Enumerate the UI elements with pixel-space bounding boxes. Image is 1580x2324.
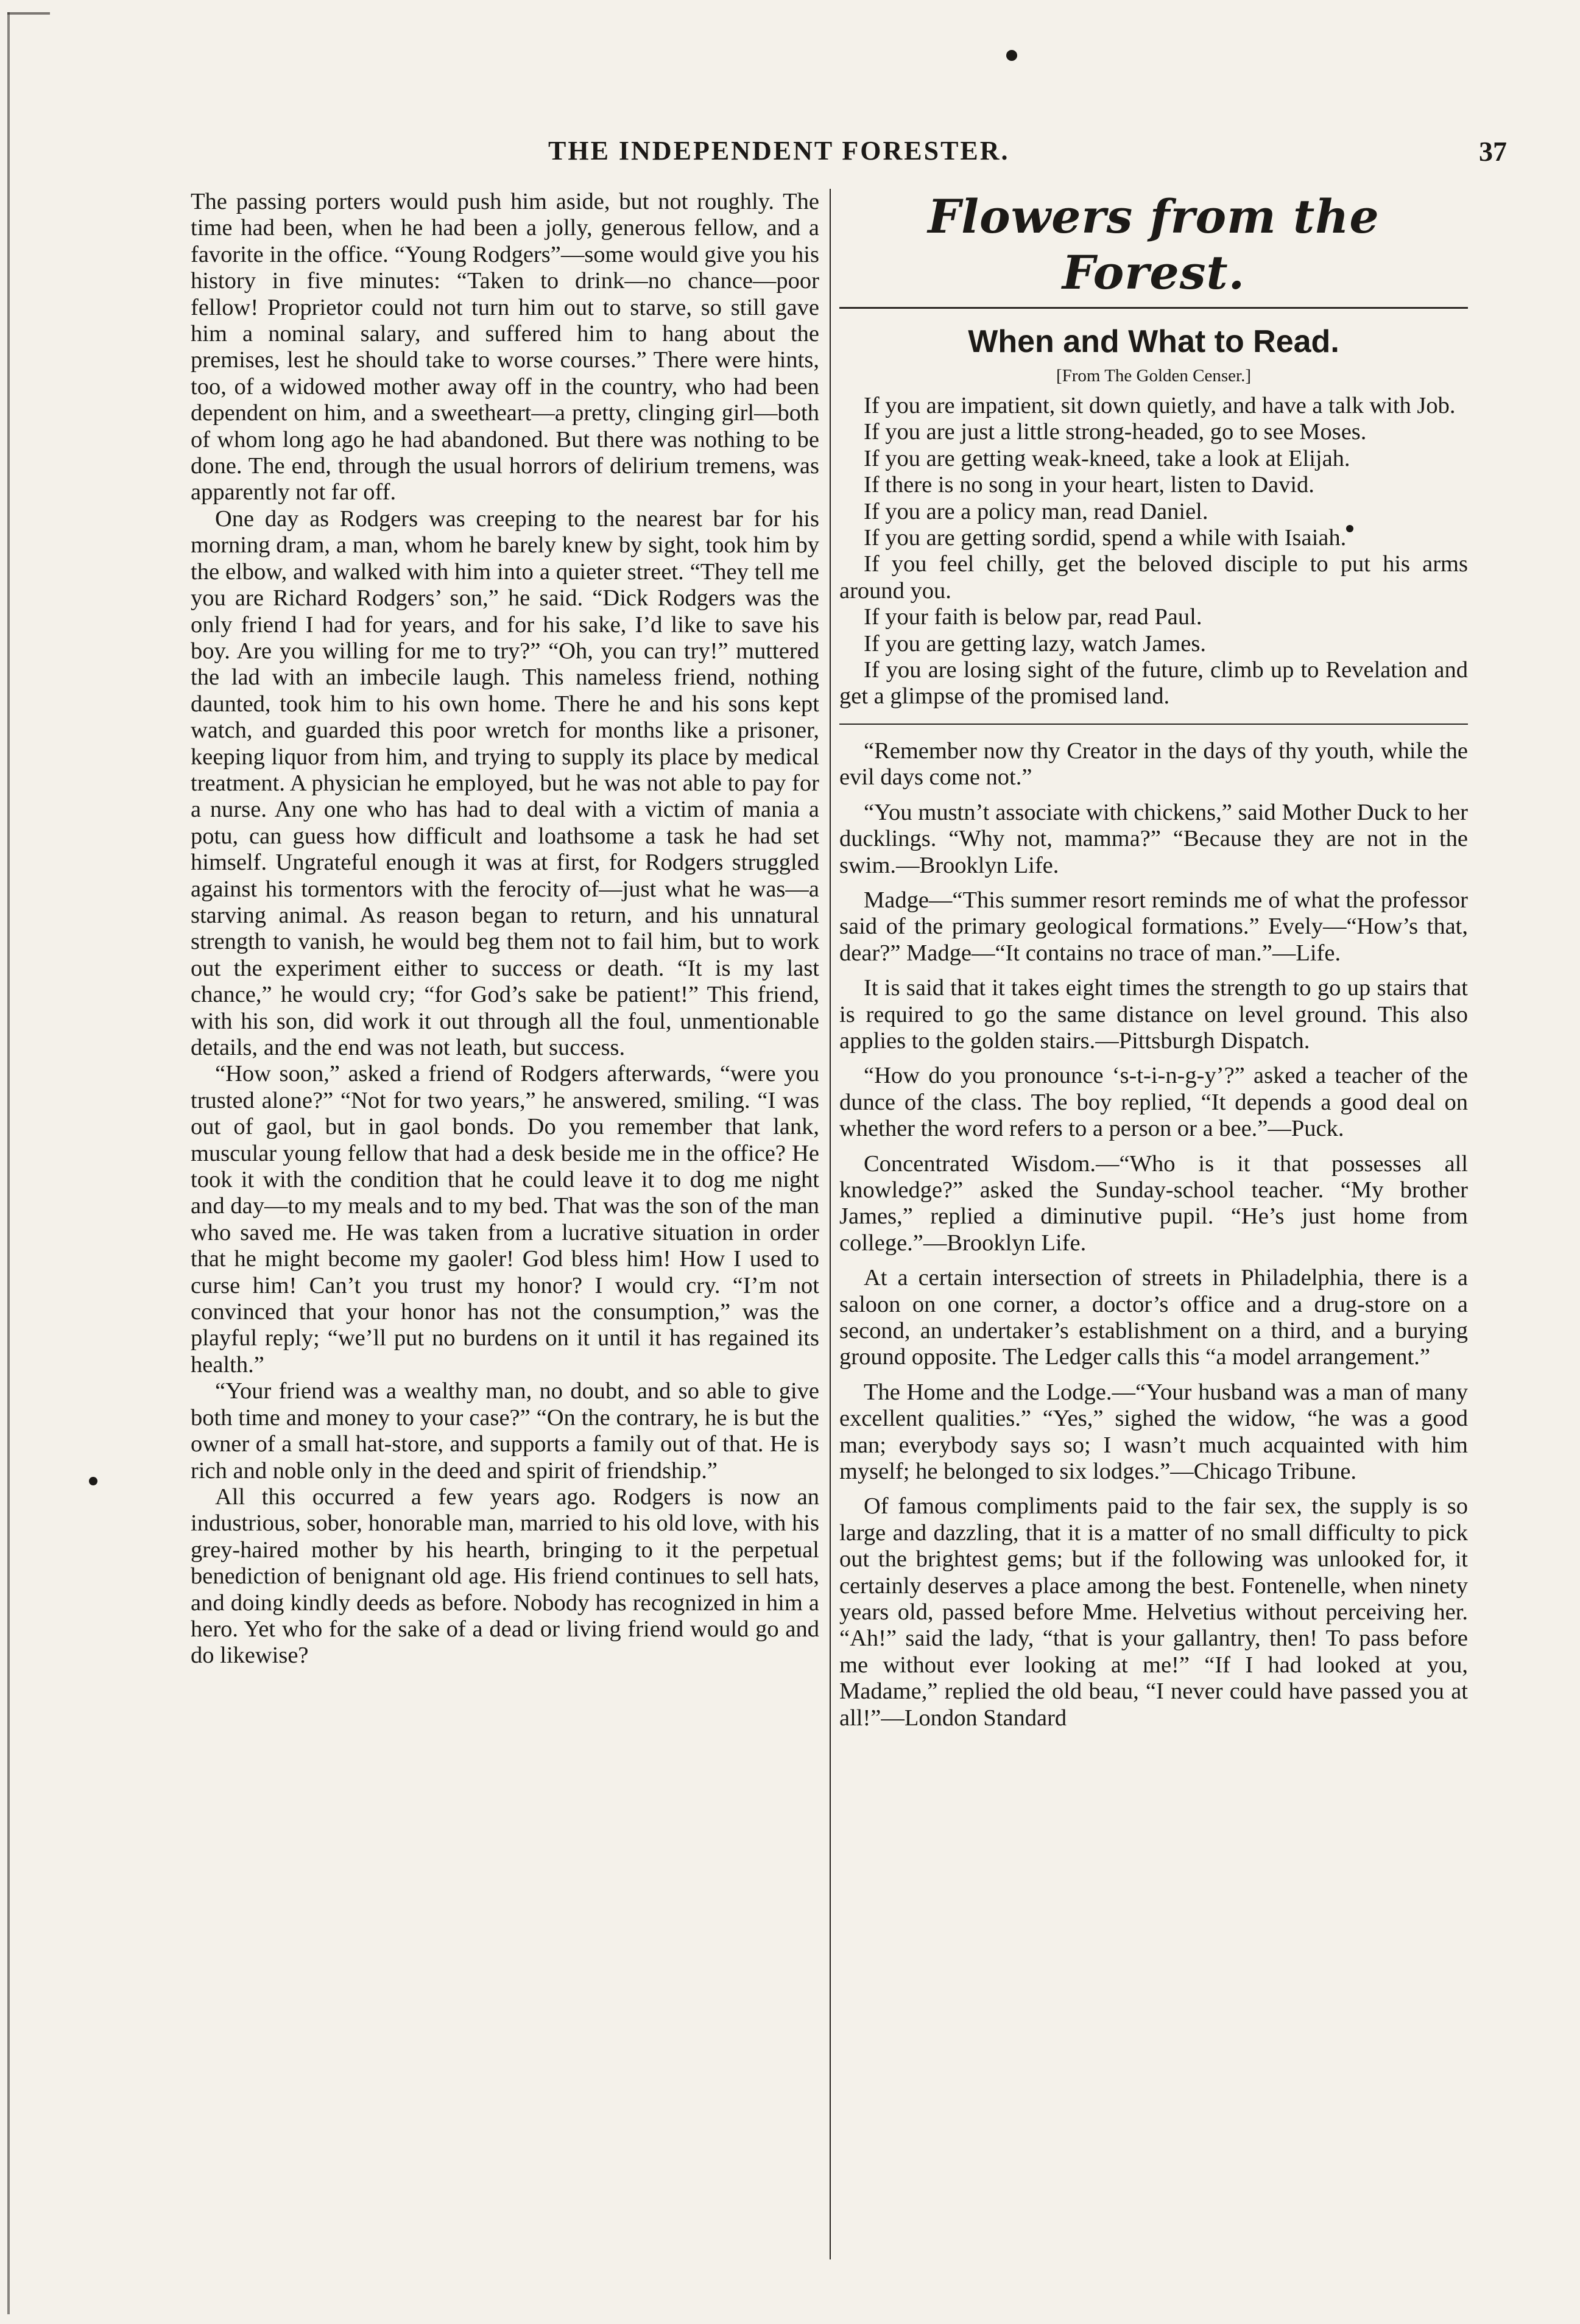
- anecdote: It is said that it takes eight times the strength to go up stairs that is required to go the same distance on level ground. This also applies to the golden stairs.—Pittsburgh Dispatch.: [839, 975, 1468, 1054]
- article-source: [From The Golden Censer.]: [1056, 366, 1252, 386]
- page-edge-tick: [7, 12, 50, 15]
- anecdote: Concentrated Wisdom.—“Who is it that possesses all knowledge?” asked the Sunday-school teacher. “My brother James,” replied a diminutive pupil. “He’s just home from college.”—Brooklyn Life.: [839, 1150, 1468, 1256]
- column-divider: [830, 189, 831, 2259]
- reading-item: If your faith is below par, read Paul.: [864, 604, 1202, 630]
- publication-title: THE INDEPENDENT FORESTER.: [548, 136, 1010, 166]
- story-paragraph: “Your friend was a wealthy man, no doubt, and so able to give both time and money to your case?” “On the contrary, he is but the owner of a small hat-store, and supports a family out of that. He is rich and noble only in the deed and spirit of friendship.”: [191, 1378, 819, 1484]
- story-paragraph: The passing porters would push him aside, but not roughly. The time had been, when he had been a jolly, generous fellow, and a favorite in the office. “Young Rodgers”—some would give you his history in five minutes: “Taken to drink—no chance—poor fellow! Proprietor could not turn him out to starve, so still gave him a nominal salary, and suffered him to hang about the premises, lest he should take to worse courses.” There were hints, too, of a widowed mother away off in the country, who had been dependent on him, and a sweetheart—a pretty, clinging girl—both of whom long ago he had abandoned. But there was nothing to be done. The end, through the usual horrors of delirium tremens, was apparently not far off.: [191, 189, 819, 505]
- anecdote: At a certain intersection of streets in Philadelphia, there is a saloon on one corner, a doctor’s office and a drug-store on a second, an undertaker’s establishment on a third, and a burying ground opposite. The Ledger calls this “a model arrangement.”: [839, 1265, 1468, 1370]
- section-rule: [839, 307, 1468, 309]
- section-title: Flowers from the Forest.: [928, 189, 1380, 300]
- page-header: [183, 135, 1507, 178]
- anecdote: “How do you pronounce ‘s-t-i-n-g-y’?” asked a teacher of the dunce of the class. The boy replied, “It depends a good deal on whether the word refers to a person or a bee.”—Puck.: [839, 1063, 1468, 1142]
- article-title: When and What to Read.: [968, 324, 1339, 359]
- anecdote: “Remember now thy Creator in the days of thy youth, while the evil days come not.”: [839, 738, 1468, 791]
- anecdote: Madge—“This summer resort reminds me of what the professor said of the primary geological formations.” Evely—“How’s that, dear?” Madge—“It contains no trace of man.”—Life.: [839, 887, 1468, 966]
- anecdote: “You mustn’t associate with chickens,” said Mother Duck to her ducklings. “Why not, mamma?” “Because they are not in the swim.—Brooklyn Life.: [839, 799, 1468, 878]
- anecdote: The Home and the Lodge.—“Your husband was a man of many excellent qualities.” “Yes,” sighed the widow, “he was a good man; everybody says so; I wasn’t much acquainted with him myself; he belonged to six lodges.”—Chicago Tribune.: [839, 1379, 1468, 1485]
- reading-item: If there is no song in your heart, listen to David.: [864, 472, 1314, 498]
- story-paragraph: One day as Rodgers was creeping to the nearest bar for his morning dram, a man, whom he barely knew by sight, took him by the elbow, and walked with him into a quieter street. “They tell me you are Richard Rodgers’ son,” he said. “Dick Rodgers was the only friend I had for years, and for his sake, I’d like to save his boy. Are you willing for me to try?” “Oh, you can try!” muttered the lad with an imbecile laugh. This nameless friend, nothing daunted, took him to his own home. There he and his sons kept watch, and guarded this poor wretch for months like a prisoner, keeping liquor from him, and trying to supply its place by medical treatment. A physician he employed, but he was not able to pay for a nurse. Any one who has had to deal with a victim of mania a potu, can guess how difficult and loathsome a task he had set himself. Ungrateful enough it was at first, for Rodgers struggled against his tormentors with the ferocity of—just what he was—a starving animal. As reason began to return, and his unnatural strength to vanish, he would beg them not to fail him, but to work out the experiment either to success or death. “It is my last chance,” he would cry; “for God’s sake be patient!” This friend, with his son, did work it out through all the foul, unmentionable details, and the end was not leath, but success.: [191, 505, 819, 1060]
- ink-dot: [89, 1477, 97, 1485]
- reading-item: If you are a policy man, read Daniel.: [864, 498, 1208, 524]
- page-edge-line: [7, 12, 15, 2314]
- article-rule: [839, 724, 1468, 725]
- story-paragraph: “How soon,” asked a friend of Rodgers afterwards, “were you trusted alone?” “Not for two years,” he answered, smiling. “I was out of gaol, but in gaol bonds. Do you remember that lank, muscular young fellow that had a desk beside me in the office? He took it with the condition that he could leave it to dog me night and day—to my meals and to my bed. That was the son of the man who saved me. He was taken from a lucrative situation in order that he might become my gaoler! God bless him! How I used to curse him! Can’t you trust my honor? I would cry. “I’m not convinced that your honor has not the consumption,” was the playful reply; “we’ll put no burdens on it until it has regained its health.”: [191, 1061, 819, 1378]
- anecdote: Of famous compliments paid to the fair sex, the supply is so large and dazzling, that it is a matter of no small difficulty to pick out the brightest gems; but if the following was unlooked for, it certainly deserves a place among the best. Fontenelle, when ninety years old, passed before Mme. Helvetius without perceiving her. “Ah!” said the lady, “that is your gallantry, then! To pass before me without ever looking at me!” “If I had looked at you, Madame,” replied the old beau, “I never could have passed you at all!”—London Standard: [839, 1493, 1468, 1731]
- reading-item: If you are getting lazy, watch James.: [864, 630, 1206, 657]
- reading-item: If you are just a little strong-headed, go to see Moses.: [864, 419, 1367, 445]
- right-column: [839, 189, 1468, 1731]
- reading-item: If you feel chilly, get the beloved disciple to put his arms around you.: [839, 551, 1468, 604]
- left-column: [191, 189, 819, 1669]
- reading-item: If you are losing sight of the future, climb up to Revelation and get a glimpse of the promised land.: [839, 657, 1468, 710]
- story-paragraph: All this occurred a few years ago. Rodgers is now an industrious, sober, honorable man, married to his old love, with his grey-haired mother by his hearth, bringing to it the perpetual benediction of benignant old age. His friend continues to sell hats, and doing kindly deeds as before. Nobody has recognized in him a hero. Yet who for the sake of a dead or living friend would go and do likewise?: [191, 1484, 819, 1669]
- reading-item: If you are getting weak-kneed, take a look at Elijah.: [864, 445, 1350, 471]
- ink-dot: [1006, 50, 1017, 61]
- reading-item: If you are getting sordid, spend a while with Isaiah.: [864, 525, 1347, 551]
- page-number: 37: [1479, 136, 1507, 167]
- reading-item: If you are impatient, sit down quietly, and have a talk with Job.: [864, 393, 1456, 418]
